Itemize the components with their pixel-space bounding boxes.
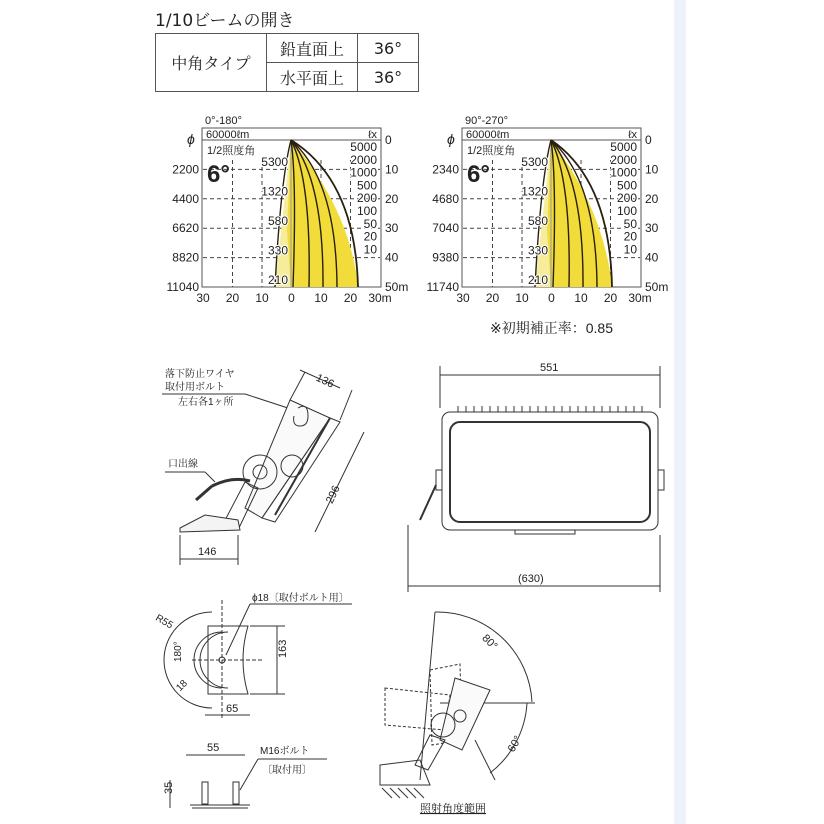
center-lux-label: 1320 [261,184,288,199]
x-tick-label: 0 [288,291,295,305]
x-tick-label: 10 [314,291,328,305]
lumen-label: 60000ℓm [206,129,250,141]
front-view-drawing [408,362,664,592]
center-lux-label: 5300 [261,155,288,169]
illuminance-charts [167,115,669,305]
center-lux-label: 210 [527,273,548,287]
diameter-label: 11040 [166,280,199,294]
diameter-label: 6620 [172,221,199,236]
beam-type-cell: 中角タイプ [156,34,267,92]
diameter-label: 9380 [432,250,459,265]
bolt-spacing-dimension: 55 [207,742,220,754]
angle-range-caption: 照射角度範囲 [420,803,486,815]
center-lux-label: 1320 [521,184,548,199]
lux-level-label: 1000 [350,165,377,180]
half-angle-value: 6° [207,161,230,188]
diameter-label: 2340 [432,162,459,177]
lux-unit: ℓx [367,129,377,141]
half-angle-value: 6° [467,161,490,188]
diameter-label: 2200 [172,162,199,177]
lumen-label: 60000ℓm [466,129,510,141]
x-tick-label: 30 [456,291,470,305]
radius-label: R55 [153,612,175,632]
angle-range-drawing [380,612,535,815]
half-angle-label: 1/2照度角 [207,145,256,157]
down-angle-label: 60° [505,733,525,755]
angle-cell: 36° [358,63,419,92]
illuminance-chart [427,115,669,305]
x-tick-label: 30 [196,291,210,305]
lux-level-label: 500 [616,178,637,193]
lux-level-label: 10 [363,242,377,257]
up-angle-label: 80° [479,632,500,653]
angle-label: 180° [173,641,184,662]
depth-label: 30 [645,221,659,236]
wire-label: 落下防止ワイヤ [165,369,235,380]
beam-spread-title: 1/10ビームの開き [155,11,295,31]
base-dimension: 146 [198,546,217,558]
bolt-label: 取付用ボルト [165,382,225,393]
plane-cell: 水平面上 [267,63,358,92]
depth-label: 20 [385,191,399,206]
correction-note: ※初期補正率：0.85 [490,320,613,336]
depth-label: 40 [645,250,659,265]
lux-level-label: 500 [356,178,377,193]
depth-label: 0 [385,133,392,147]
center-lux-label: 580 [527,214,548,228]
side-view-drawing [162,367,364,565]
bolt-drawing [163,742,327,808]
depth-label: 10 [385,162,399,177]
diameter-label: 8820 [172,250,199,265]
x-tick-label: 30m [628,291,652,305]
depth-label: 20 [645,191,659,206]
overall-dimension: (630) [518,573,544,585]
location-label: 左右各1ヶ所 [178,397,234,408]
x-tick-label: 10 [574,291,588,305]
bolt-use-label: 〔取付用〕 [262,765,312,776]
depth-label: 50m [385,280,409,294]
depth-label: 10 [645,162,659,177]
illuminance-chart [167,115,409,305]
plate-height-dimension: 163 [277,639,289,658]
base-plate-drawing [153,591,352,720]
angle-cell: 36° [358,34,419,63]
lux-level-label: 200 [356,191,377,206]
x-tick-label: 20 [225,291,240,305]
depth-label: 40 [385,250,399,265]
plane-label: 0°-180° [205,115,242,127]
x-tick-label: 10 [515,291,529,305]
bolt-height-dimension: 35 [163,781,175,794]
lux-level-label: 50 [623,216,637,231]
center-lux-label: 210 [267,273,288,287]
center-lux-label: 330 [267,243,288,258]
lux-level-label: 50 [363,216,377,231]
x-tick-label: 20 [485,291,500,305]
x-tick-label: 20 [343,291,358,305]
x-tick-label: 20 [603,291,618,305]
x-tick-label: 30m [368,291,392,305]
lux-level-label: 10 [623,242,637,257]
x-tick-label: 10 [255,291,269,305]
lux-level-label: 5000 [610,140,637,154]
plane-label: 90°-270° [465,115,509,127]
lux-level-label: 100 [616,204,637,218]
phi-symbol: ϕ [447,131,455,147]
depth-dimension: 136 [314,372,336,391]
depth-label: 50m [645,280,669,294]
lux-level-label: 20 [623,229,637,244]
center-lux-label: 5300 [521,155,548,169]
plate-width-dimension: 65 [226,703,239,715]
hole-label: ϕ18〔取付ボルト用〕 [252,593,349,604]
lux-level-label: 200 [616,191,637,206]
phi-symbol: ϕ [187,131,195,147]
depth-label: 0 [645,133,652,147]
lux-level-label: 5000 [350,140,377,154]
bolt-label: M16ボルト [260,746,310,757]
lux-level-label: 1000 [610,165,637,180]
diameter-label: 4680 [432,191,459,206]
x-tick-label: 0 [548,291,555,305]
lux-unit: ℓx [627,129,637,141]
diameter-label: 7040 [432,221,459,236]
lux-level-label: 2000 [610,152,637,167]
diameter-label: 11740 [426,280,459,294]
lux-level-label: 100 [356,204,377,218]
half-angle-label: 1/2照度角 [467,145,516,157]
center-lux-label: 330 [527,243,548,258]
plane-cell: 鉛直面上 [267,34,358,63]
center-lux-label: 580 [267,214,288,228]
slot-label: 18 [174,678,190,694]
depth-label: 30 [385,221,399,236]
height-dimension: 296 [324,483,343,506]
lux-level-label: 2000 [350,152,377,167]
lux-level-label: 20 [363,229,377,244]
diameter-label: 4400 [172,191,199,206]
width-dimension: 551 [540,362,559,374]
cable-label: 口出線 [168,459,198,470]
